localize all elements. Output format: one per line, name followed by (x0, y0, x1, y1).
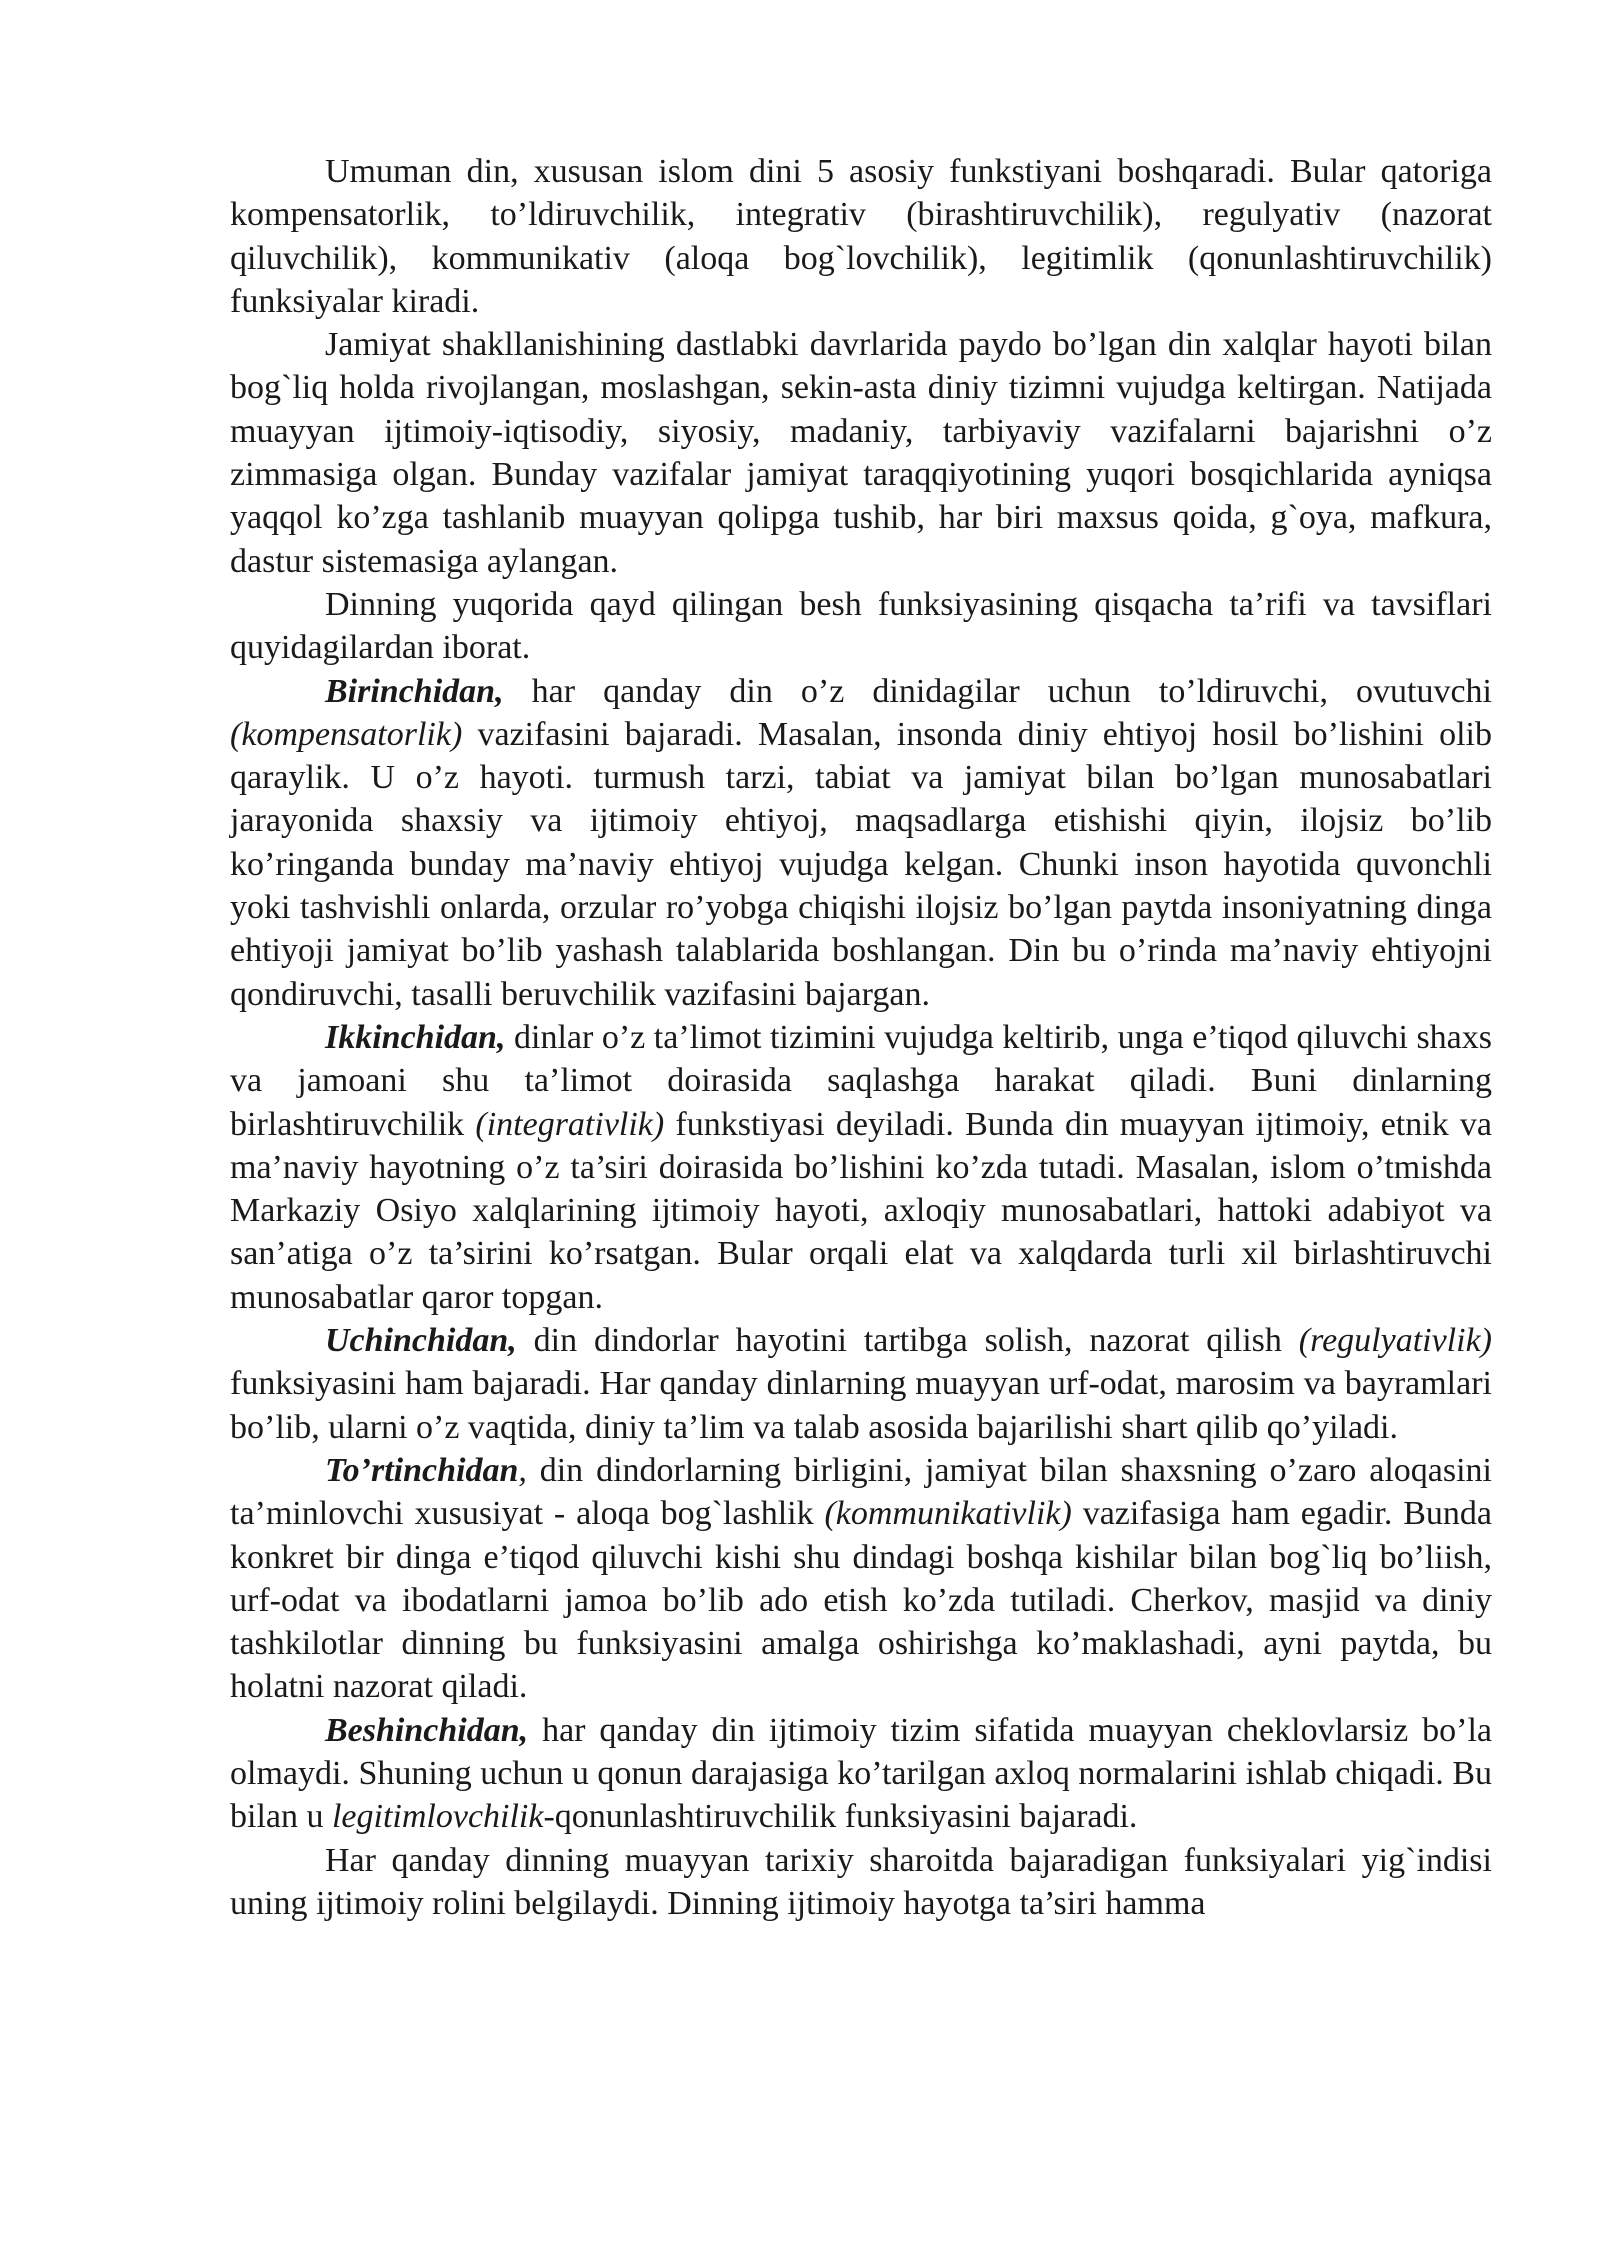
paragraph-text: din dindorlarning birligini, jamiyat bilan shaxsning o’zaro aloqasini ta’minlovchi xususiyat - aloqa bog`lashlik (230, 1451, 1492, 1533)
function-term: (integrativlik) (475, 1105, 665, 1143)
lead-word: Uchinchidan, (325, 1322, 517, 1360)
paragraph-text: -qonunlashtiruvchilik funksiyasini bajaradi. (543, 1798, 1138, 1836)
lead-comma: , (518, 1451, 527, 1489)
document-page (230, 150, 1492, 1925)
function-term: (kompensatorlik) (230, 715, 463, 753)
paragraph-text: dinlar o’z ta’limot tizimini vujudga keltirib, unga e’tiqod qiluvchi shaxs va jamoani shu ta’limot doirasida saqlashga harakat qiladi. Buni dinlarning birlashtiruvchilik (230, 1018, 1492, 1143)
paragraph-text: har qanday din o’z dinidagilar uchun to’ldiruvchi, ovutuvchi (503, 672, 1492, 710)
paragraph-social-role: Har qanday dinning muayyan tarixiy sharoitda bajaradigan funksiyalari yig`indisi uning ijtimoiy rolini belgilaydi. Dinning ijtimoiy hayotga ta’siri hamma (230, 1841, 1492, 1922)
paragraph-five-functions: Dinning yuqorida qayd qilingan besh funksiyasining qisqacha ta’rifi va tavsiflari quyidagilardan iborat. (230, 585, 1492, 667)
paragraph-text: har qanday din ijtimoiy tizim sifatida muayyan cheklovlarsiz bo’la olmaydi. Shuning uchun u qonun darajasiga ko’tarilgan axloq normalarini ishlab chiqadi. Bu bilan u (230, 1711, 1492, 1836)
paragraph-third-function (230, 1319, 1492, 1449)
lead-word: Birinchidan, (325, 672, 504, 710)
lead-word: Ikkinchidan, (325, 1018, 506, 1056)
paragraph-fifth-function (230, 1709, 1492, 1839)
paragraph-text: din dindorlar hayotini tartibga solish, nazorat qilish (516, 1322, 1299, 1360)
paragraph-second-function (230, 1016, 1492, 1319)
paragraph-text: vazifasiga ham egadir. Bunda konkret bir dinga e’tiqod qiluvchi kishi shu dindagi boshqa kishilar bilan bog`liq bo’liish, urf-odat va ibodatlarni jamoa bo’lib ado etish ko’zda tutiladi. Cherkov, masjid va diniy tashkilotlar dinning bu funksiyasini amalga oshirishga ko’maklashadi, ayni paytda, bu holatni nazorat qiladi. (230, 1495, 1492, 1706)
function-term: (regulyativlik) (1298, 1322, 1492, 1360)
paragraph-fourth-function (230, 1449, 1492, 1709)
paragraph-first-function (230, 670, 1492, 1016)
function-term: (kommunikativlik) (824, 1495, 1072, 1533)
function-term: legitimlovchilik (331, 1798, 544, 1836)
paragraph-intro: Umuman din, xususan islom dini 5 asosiy funkstiyani boshqaradi. Bular qatoriga kompensatorlik, to’ldiruvchilik, integrativ (birashtiruvchilik), regulyativ (nazorat qiluvchilik), kommunikativ (aloqa bog`lovchilik), legitimlik (qonunlashtiruvchilik) funksiyalar kiradi. (230, 153, 1492, 320)
paragraph-text: funksiyasini ham bajaradi. Har qanday dinlarning muayyan urf-odat, marosim va bayramlari bo’lib, ularni o’z vaqtida, diniy ta’lim va talab asosida bajarilishi shart qilib qo’yiladi. (230, 1365, 1492, 1446)
lead-word: To’rtinchidan (325, 1451, 519, 1489)
paragraph-text: vazifasini bajaradi. Masalan, insonda diniy ehtiyoj hosil bo’lishini olib qaraylik. U o’z hayoti. turmush tarzi, tabiat va jamiyat bilan bo’lgan munosabatlari jarayonida shaxsiy va ijtimoiy ehtiyoj, maqsadlarga etishishi qiyin, ilojsiz bo’lib ko’ringanda bunday ma’naviy ehtiyoj vujudga kelgan. Chunki inson hayotida quvonchli yoki tashvishli onlarda, orzular ro’yobga chiqishi ilojsiz bo’lgan paytda insoniyatning dinga ehtiyoji jamiyat bo’lib yashash talablarida boshlangan. Din bu o’rinda ma’naviy ehtiyojni qondiruvchi, tasalli beruvchilik vazifasini bajargan. (230, 715, 1492, 1013)
paragraph-text: funkstiyasi deyiladi. Bunda din muayyan ijtimoiy, etnik va ma’naviy hayotning o’z ta’siri doirasida bo’lishini ko’zda tutadi. Masalan, islom o’tmishda Markaziy Osiyo xalqlarining ijtimoiy hayoti, axloqiy munosabatlari, hattoki adabiyot va san’atiga o’z ta’sirini ko’rsatgan. Bular orqali elat va xalqdarda turli xil birlashtiruvchi munosabatlar qaror topgan. (230, 1105, 1492, 1316)
paragraph-society-formation: Jamiyat shakllanishining dastlabki davrlarida paydo bo’lgan din xalqlar hayoti bilan bog`liq holda rivojlangan, moslashgan, sekin-asta diniy tizimni vujudga keltirgan. Natijada muayyan ijtimoiy-iqtisodiy, siyosiy, madaniy, tarbiyaviy vazifalarni bajarishni o’z zimmasiga olgan. Bunday vazifalar jamiyat taraqqiyotining yuqori bosqichlarida ayniqsa yaqqol ko’zga tashlanib muayyan qolipga tushib, har biri maxsus qoida, g`oya, mafkura, dastur sistemasiga aylangan. (230, 326, 1492, 580)
lead-word: Beshinchidan, (325, 1711, 529, 1749)
